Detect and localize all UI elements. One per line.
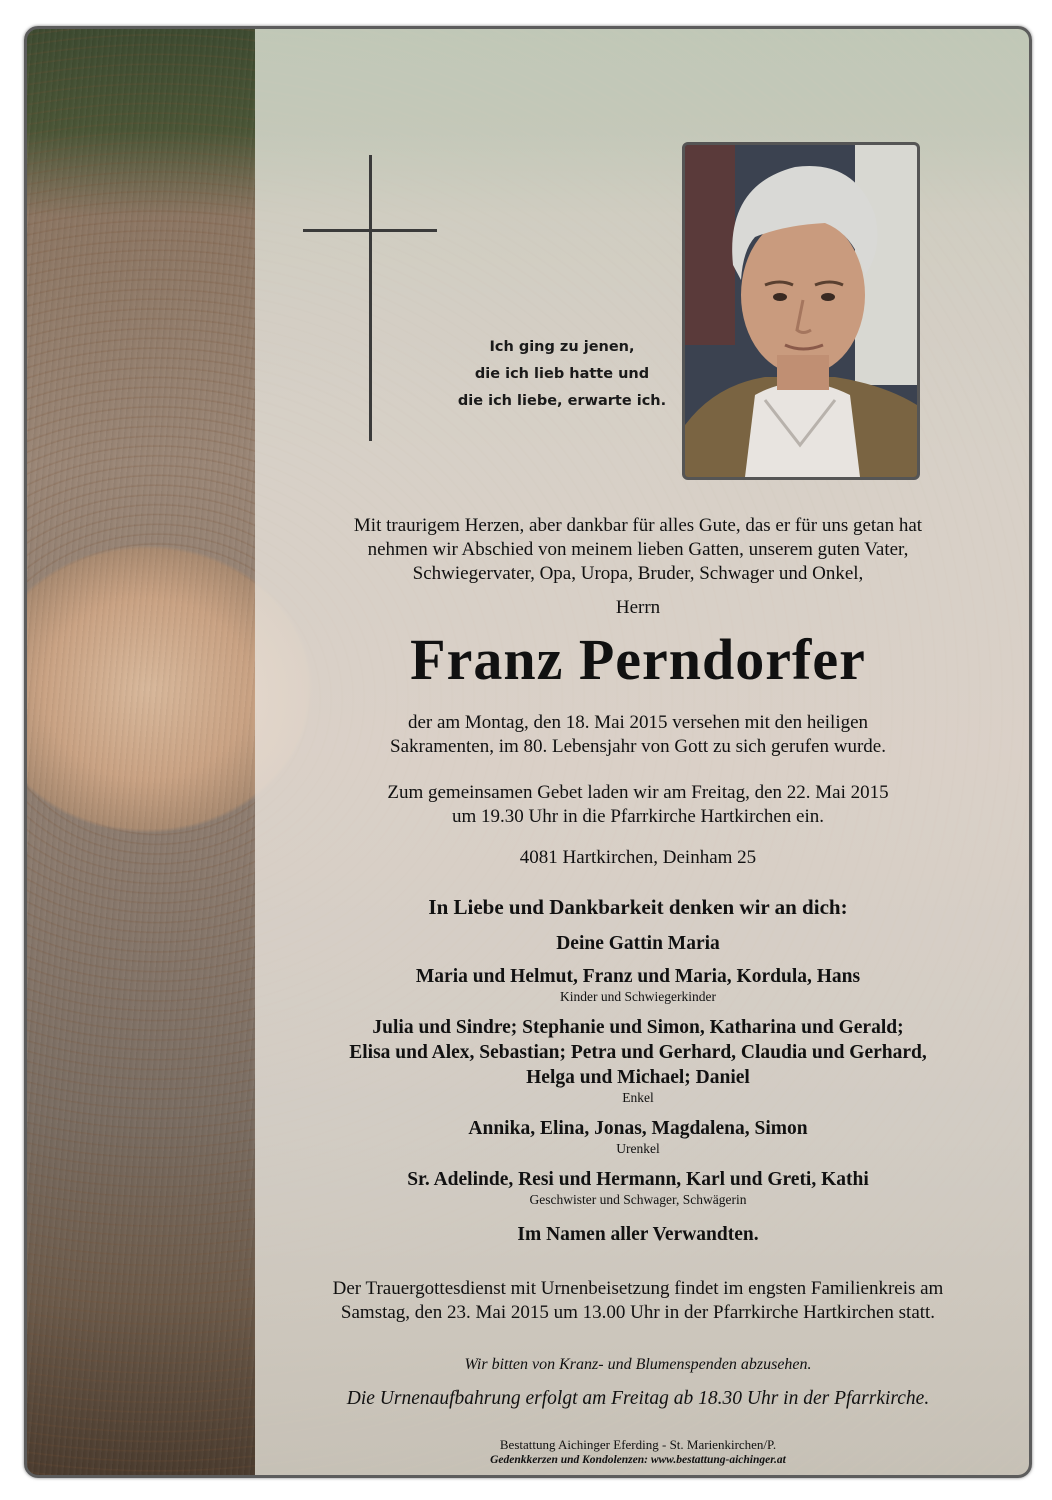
portrait-photo xyxy=(682,142,920,480)
death-line: der am Montag, den 18. Mai 2015 versehen mit den heiligen xyxy=(407,712,869,733)
closing-line: Im Namen aller Verwandten. xyxy=(517,1224,759,1245)
address: 4081 Hartkirchen, Deinham 25 xyxy=(519,847,757,868)
intro-line: Mit traurigem Herzen, aber dankbar für alles Gute, das er für uns getan hat xyxy=(353,515,923,536)
quote-line: die ich lieb hatte und xyxy=(474,366,650,382)
portrait-illustration xyxy=(685,145,917,477)
intro-line: nehmen wir Abschied von meinem lieben Gatten, unserem guten Vater, xyxy=(367,539,909,560)
urn-note: Die Urnenaufbahrung erfolgt am Freitag ab 18.30 Uhr in der Pfarrkirche. xyxy=(346,1388,930,1409)
condolences-link[interactable]: Gedenkkerzen und Kondolenzen: www.bestattung-aichinger.at xyxy=(490,1454,786,1466)
wife-name: Deine Gattin Maria xyxy=(556,933,720,954)
quote-line: Ich ging zu jenen, xyxy=(489,339,635,355)
quote-line: die ich liebe, erwarte ich. xyxy=(457,393,667,409)
family-group-children xyxy=(263,964,1013,1004)
prayer-line: um 19.30 Uhr in die Pfarrkirche Hartkirchen ein. xyxy=(452,806,824,827)
funeral-home: Bestattung Aichinger Eferding - St. Marienkirchen/P. xyxy=(499,1437,777,1452)
prayer-line: Zum gemeinsamen Gebet laden wir am Freitag, den 22. Mai 2015 xyxy=(387,782,889,803)
grandchildren-line: Elisa und Alex, Sebastian; Petra und Gerhard, Claudia und Gerhard, xyxy=(349,1042,927,1063)
service-line: Der Trauergottesdienst mit Urnenbeisetzung findet im engsten Familienkreis am xyxy=(332,1278,944,1299)
death-notice xyxy=(263,711,1013,759)
intro-line: Schwiegervater, Opa, Uropa, Bruder, Schwager und Onkel, xyxy=(412,563,864,584)
flowers-note: Wir bitten von Kranz- und Blumenspenden abzusehen. xyxy=(464,1356,812,1373)
children-relation: Kinder und Schwiegerkinder xyxy=(560,989,716,1004)
prayer-invitation xyxy=(263,781,1013,829)
grandchildren-relation: Enkel xyxy=(622,1090,654,1105)
children-names: Maria und Helmut, Franz und Maria, Kordula, Hans xyxy=(415,966,861,987)
family-group-wife xyxy=(263,931,1013,956)
deceased-name: Franz Perndorfer xyxy=(410,627,866,692)
honorific: Herrn xyxy=(615,597,661,618)
service-line: Samstag, den 23. Mai 2015 um 13.00 Uhr in der Pfarrkirche Hartkirchen statt. xyxy=(340,1302,936,1323)
siblings-names: Sr. Adelinde, Resi und Hermann, Karl und Greti, Kathi xyxy=(407,1169,869,1190)
family-group-siblings xyxy=(263,1167,1013,1207)
family-group-great-grandchildren xyxy=(263,1116,1013,1156)
obituary-card xyxy=(24,26,1032,1478)
memory-heading: In Liebe und Dankbarkeit denken wir an dich: xyxy=(428,895,848,919)
death-line: Sakramenten, im 80. Lebensjahr von Gott zu sich gerufen wurde. xyxy=(390,736,886,757)
grandchildren-line: Julia und Sindre; Stephanie und Simon, Katharina und Gerald; xyxy=(372,1017,904,1038)
memorial-quote xyxy=(407,334,717,415)
family-group-grandchildren xyxy=(263,1015,1013,1105)
funeral-service xyxy=(263,1277,1013,1325)
grandchildren-line: Helga und Michael; Daniel xyxy=(526,1067,750,1088)
intro-text xyxy=(263,514,1013,586)
great-grandchildren-relation: Urenkel xyxy=(616,1141,660,1156)
great-grandchildren-names: Annika, Elina, Jonas, Magdalena, Simon xyxy=(468,1118,808,1139)
siblings-relation: Geschwister und Schwager, Schwägerin xyxy=(529,1192,747,1207)
